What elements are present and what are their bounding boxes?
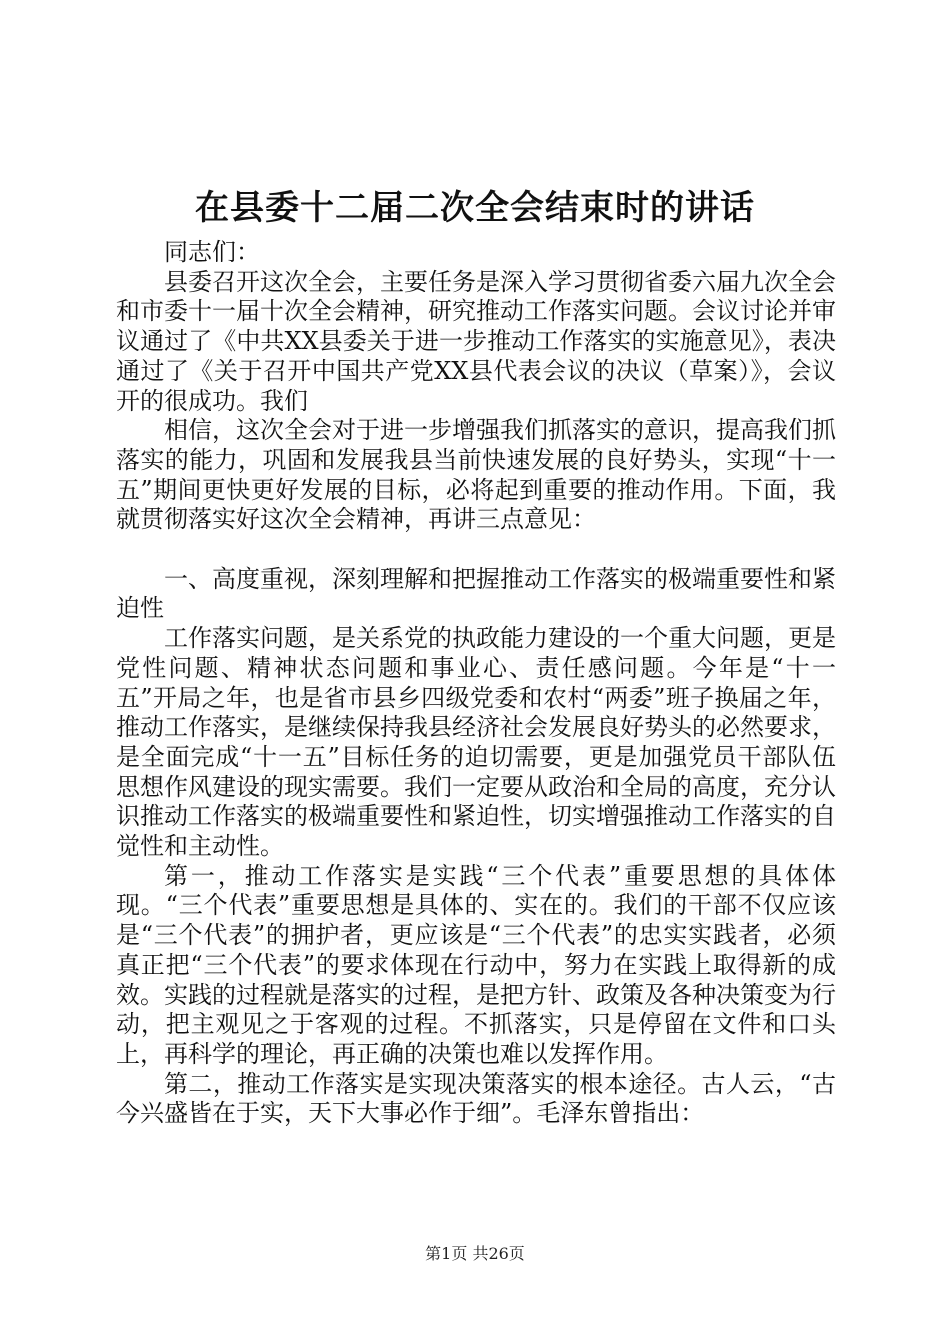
document-title: 在县委十二届二次全会结束时的讲话 [195, 188, 755, 228]
document-body [116, 238, 836, 1129]
page-footer: 第1页 共26页 [425, 1244, 525, 1263]
body-paragraph: 第二，推动工作落实是实现决策落实的根本途径。古人云，“古今兴盛皆在于实，天下大事必作于细”。毛泽东曾指出： [116, 1069, 836, 1128]
body-paragraph: 工作落实问题，是关系党的执政能力建设的一个重大问题，更是党性问题、精神状态问题和事业心、责任感问题。今年是“十一五”开局之年，也是省市县乡四级党委和农村“两委”班子换届之年，推动工作落实，是继续保持我县经济社会发展良好势头的必然要求，是全面完成“十一五”目标任务的迫切需要，更是加强党员干部队伍思想作风建设的现实需要。我们一定要从政治和全局的高度，充分认识推动工作落实的极端重要性和紧迫性，切实增强推动工作落实的自觉性和主动性。 [116, 624, 836, 861]
body-paragraph: 第一，推动工作落实是实践“三个代表”重要思想的具体体现。“三个代表”重要思想是具体的、实在的。我们的干部不仅应该是“三个代表”的拥护者，更应该是“三个代表”的忠实实践者，必须真正把“三个代表”的要求体现在行动中，努力在实践上取得新的成效。实践的过程就是落实的过程，是把方针、政策及各种决策变为行动，把主观见之于客观的过程。不抓落实，只是停留在文件和口头上，再科学的理论，再正确的决策也难以发挥作用。 [116, 861, 836, 1068]
salutation-paragraph: 同志们： [164, 238, 260, 266]
section-heading: 一、高度重视，深刻理解和把握推动工作落实的极端重要性和紧迫性 [116, 564, 836, 623]
body-paragraph: 相信，这次全会对于进一步增强我们抓落实的意识，提高我们抓落实的能力，巩固和发展我县当前快速发展的良好势头，实现“十一五”期间更快更好发展的目标，必将起到重要的推动作用。下面，我就贯彻落实好这次全会精神，再讲三点意见： [116, 416, 836, 534]
body-paragraph: 县委召开这次全会，主要任务是深入学习贯彻省委六届九次全会和市委十一届十次全会精神，研究推动工作落实问题。会议讨论并审议通过了《中共XX县委关于进一步推动工作落实的实施意见》，表决通过了《关于召开中国共产党XX县代表会议的决议（草案）》，会议开的很成功。我们 [116, 267, 836, 415]
